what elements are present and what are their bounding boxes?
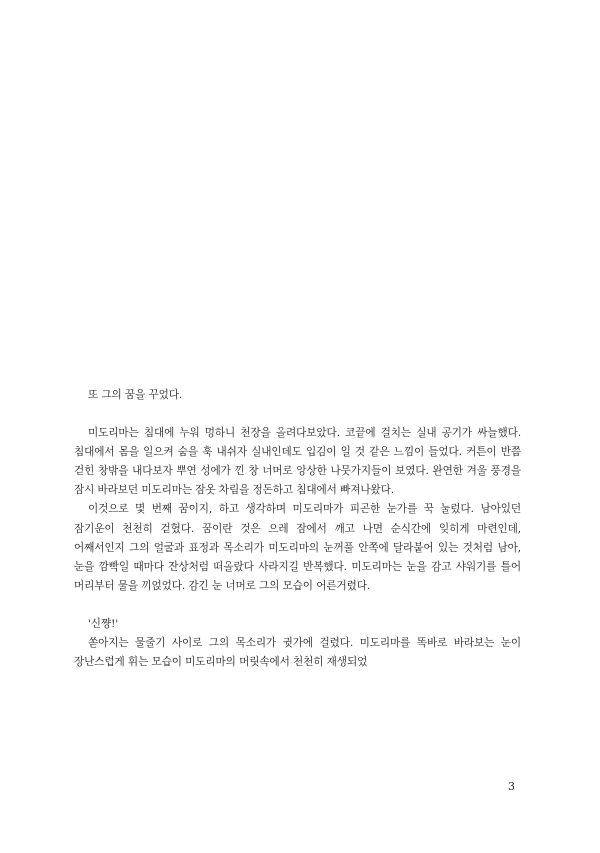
paragraph-waking-up: 미도리마는 침대에 누워 멍하니 천장을 올려다보았다. 코끝에 걸치는 실내 공기가 싸늘했다. 침대에서 몸을 일으켜 숨을 훅 내쉬자 실내인데도 입김이 일 것 같은 느낌이 들었다. 커튼이 반쯤 걷힌 창밖을 내다보자 뿌연 성에가 낀 창 너머로 앙상한 나뭇가지들이 보였다. 완연한 겨울 풍경을 잠시 바라보던 미도리마는 잠옷 차림을 정돈하고 침대에서 빠져나왔다. — [74, 427, 521, 497]
paragraph-shower-voice: 쏟아지는 물줄기 사이로 그의 목소리가 귓가에 걸렸다. 미도리마를 똑바로 바라보는 눈이 장난스럽게 휘는 모습이 미도리마의 머릿속에서 천천히 재생되었 — [74, 637, 521, 669]
paragraph-dream-memory: 이것으로 몇 번째 꿈이지, 하고 생각하며 미도리마가 피곤한 눈가를 꾹 눌렀다. 남아있던 잠기운이 천천히 걷혔다. 꿈이란 것은 으레 잠에서 깨고 나면 순식간에 잊히게 마련인데, 어째서인지 그의 얼굴과 표정과 목소리가 미도리마의 눈꺼풀 안쪽에 달라붙어 있는 것처럼 남아, 눈을 깜빡일 때마다 잔상처럼 떠올랐다 사라지길 반복했다. 미도리마는 눈을 감고 샤워기를 틀어 머리부터 물을 끼얹었다. 감긴 눈 너머로 그의 모습이 어른거렸다. — [74, 503, 521, 592]
document-body — [74, 386, 521, 672]
paragraph-dialogue: '신쨩!' — [88, 617, 119, 630]
paragraph-gap — [74, 405, 521, 424]
paragraph-opening-line: 또 그의 꿈을 꾸었다. — [88, 389, 183, 401]
page-number: 3 — [508, 780, 515, 793]
paragraph-gap — [74, 596, 521, 615]
